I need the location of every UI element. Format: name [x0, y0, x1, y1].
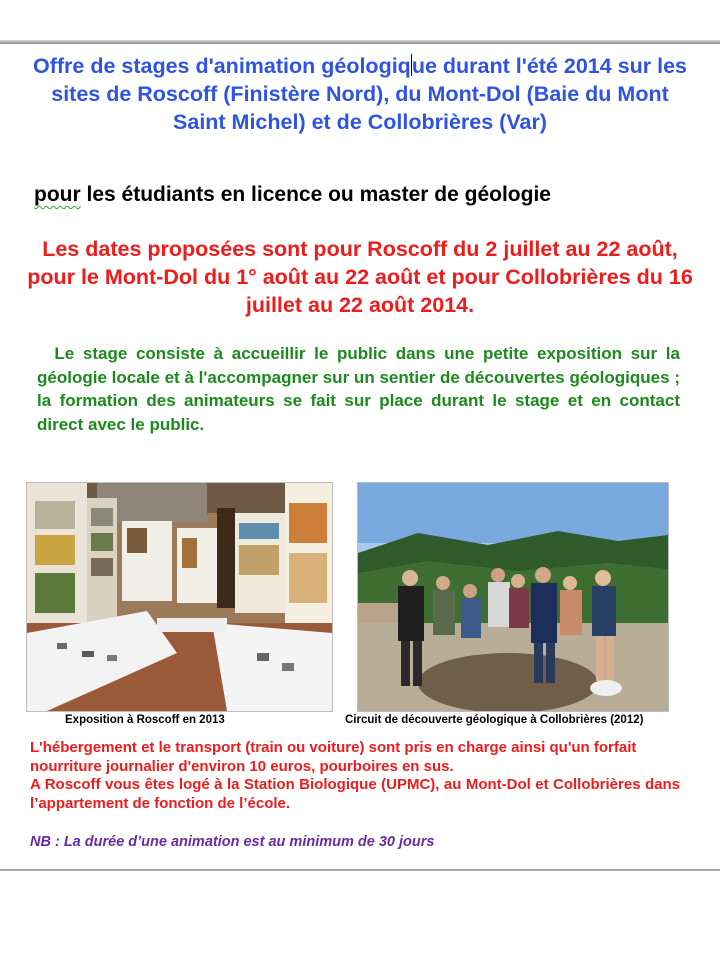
- lodging-transport-text: L'hébergement et le transport (train ou voiture) sont pris en charge ainsi qu'un forfait nourriture journalier d'environ 10 euros, pourboires en sus.: [30, 739, 637, 775]
- description-text: Le stage consiste à accueillir le public dans une petite exposition sur la géologie locale et à l'accompagner sur un sentier de découvertes géologiques ; la formation des animateurs se fait sur place durant le stage et en contact direct avec le public.: [37, 344, 680, 434]
- title-part-2: ue durant l'été: [411, 54, 558, 78]
- description-paragraph: [37, 342, 680, 436]
- exhibition-caption: Exposition à Roscoff en 2013: [65, 714, 225, 726]
- subtitle-rest: les étudiants en licence ou master de géologie: [80, 183, 551, 206]
- accommodation-text: A Roscoff vous êtes logé à la Station Biologique (UPMC), au Mont-Dol et Collobrières dans l’appartement de fonction de l’école.: [30, 776, 680, 812]
- exhibition-photo: [26, 482, 333, 712]
- title-part-1: Offre de stages d'animation géologiq: [32, 54, 411, 78]
- duration-note: NB : La durée d’une animation est au minimum de 30 jours: [30, 834, 435, 850]
- info-block: [30, 739, 680, 813]
- field-trip-caption: Circuit de découverte géologique à Collobrières (2012): [345, 714, 644, 726]
- top-rule: [0, 40, 720, 44]
- dates-paragraph: Les dates proposées sont pour Roscoff du 2 juillet au 22 août, pour le Mont-Dol du 1° août au 22 août et pour Collobrières du 16 juillet au 22 août 2014.: [27, 237, 693, 317]
- title-part-3: 2014 sur les sites de Roscoff (Finistère Nord), du Mont-Dol (Baie du Mont Saint Michel) et de Collobrières (Var): [51, 54, 688, 134]
- audience-subtitle: [34, 181, 694, 209]
- bottom-rule: [0, 869, 720, 871]
- field-trip-photo: [357, 482, 669, 712]
- spellcheck-word: pour: [34, 183, 81, 206]
- page-title: [22, 52, 698, 136]
